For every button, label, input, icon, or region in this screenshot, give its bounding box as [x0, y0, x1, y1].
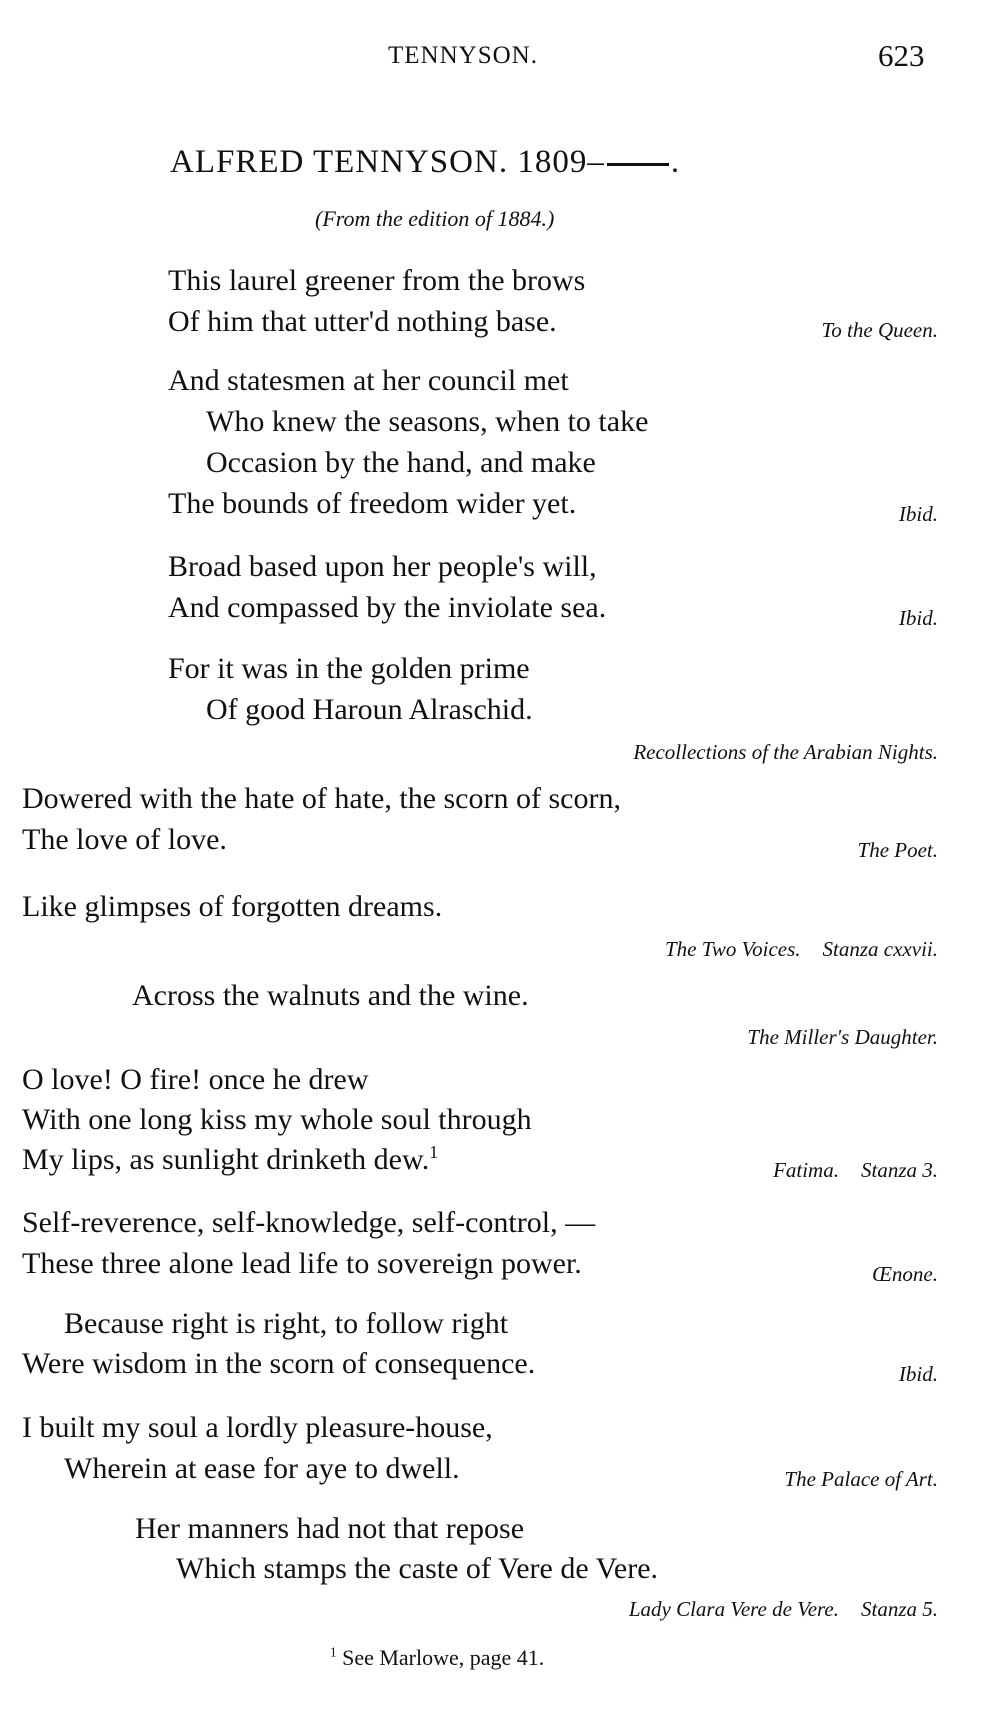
- source-work: Œnone.: [872, 1262, 938, 1286]
- quote-line: Self-reverence, self-knowledge, self-control, —: [22, 1206, 596, 1239]
- quote-source: [633, 740, 938, 765]
- footnote-marker: 1: [429, 1142, 439, 1162]
- footnote-number: 1: [330, 1644, 337, 1660]
- quote-line: Were wisdom in the scorn of consequence.: [22, 1347, 536, 1380]
- quote-line: For it was in the golden prime: [168, 652, 530, 685]
- quote-source: [899, 606, 938, 631]
- quote-line: Who knew the seasons, when to take: [206, 405, 649, 438]
- dates-dash: [607, 163, 669, 166]
- quote-source: [858, 838, 938, 863]
- quote-source: [773, 1158, 938, 1183]
- quote-line: O love! O fire! once he drew: [22, 1063, 369, 1096]
- quote-line: The bounds of freedom wider yet.: [168, 487, 577, 520]
- quote-line: The love of love.: [22, 823, 227, 856]
- source-work: The Miller's Daughter.: [747, 1025, 938, 1049]
- source-work: Fatima.: [773, 1158, 839, 1182]
- author-name: ALFRED TENNYSON.: [170, 144, 509, 180]
- quote-line: This laurel greener from the brows: [168, 264, 586, 297]
- quote-line: These three alone lead life to sovereign power.: [22, 1247, 582, 1280]
- quote-line: Of him that utter'd nothing base.: [168, 305, 557, 338]
- running-header: [0, 38, 1000, 78]
- source-stanza: Stanza cxxvii.: [822, 937, 938, 961]
- source-work: Ibid.: [898, 1362, 938, 1386]
- source-work: The Poet.: [857, 838, 938, 862]
- quote-line: Because right is right, to follow right: [64, 1307, 509, 1340]
- quote-line: I built my soul a lordly pleasure-house,: [22, 1411, 493, 1444]
- quote-line: Occasion by the hand, and make: [206, 446, 596, 479]
- quote-source: [784, 1467, 938, 1492]
- author-dates: 1809–: [517, 144, 605, 180]
- footnote: [330, 1645, 544, 1671]
- quote-line: And compassed by the inviolate sea.: [168, 591, 607, 624]
- source-work: The Palace of Art.: [784, 1467, 938, 1491]
- source-stanza: Stanza 3.: [860, 1158, 938, 1182]
- quote-line: Across the walnuts and the wine.: [132, 979, 529, 1012]
- source-work: To the Queen.: [821, 318, 938, 342]
- quote-source: [899, 502, 938, 527]
- source-work: Ibid.: [898, 606, 938, 630]
- quote-source: [747, 1025, 938, 1050]
- quote-line: And statesmen at her council met: [168, 364, 569, 397]
- quote-source: [899, 1362, 938, 1387]
- quote-line: With one long kiss my whole soul through: [22, 1103, 532, 1136]
- quote-line: Which stamps the caste of Vere de Vere.: [176, 1552, 659, 1585]
- quote-source: [822, 318, 938, 343]
- source-work: Lady Clara Vere de Vere.: [628, 1597, 839, 1621]
- quote-source: [872, 1262, 938, 1287]
- running-title: TENNYSON.: [388, 42, 538, 69]
- source-work: The Two Voices.: [665, 937, 801, 961]
- quote-line: [22, 1141, 438, 1179]
- source-work: Ibid.: [898, 502, 938, 526]
- quote-line-text: My lips, as sunlight drinketh dew.: [22, 1143, 430, 1176]
- author-heading: [170, 144, 680, 181]
- quote-line: Broad based upon her people's will,: [168, 550, 597, 583]
- quote-line: Her manners had not that repose: [135, 1512, 525, 1545]
- quote-line: Of good Haroun Alraschid.: [206, 693, 533, 726]
- quote-source: [629, 1597, 938, 1622]
- heading-period: .: [670, 144, 681, 180]
- footnote-text: See Marlowe, page 41.: [342, 1645, 545, 1670]
- quote-source: [665, 937, 938, 962]
- quote-line: Wherein at ease for aye to dwell.: [64, 1452, 460, 1485]
- edition-note: (From the edition of 1884.): [315, 206, 555, 231]
- quote-line: Like glimpses of forgotten dreams.: [22, 890, 443, 923]
- source-stanza: Stanza 5.: [860, 1597, 938, 1621]
- page-number: 623: [878, 38, 925, 73]
- quote-line: Dowered with the hate of hate, the scorn of scorn,: [22, 782, 621, 815]
- source-work: Recollections of the Arabian Nights.: [633, 740, 938, 764]
